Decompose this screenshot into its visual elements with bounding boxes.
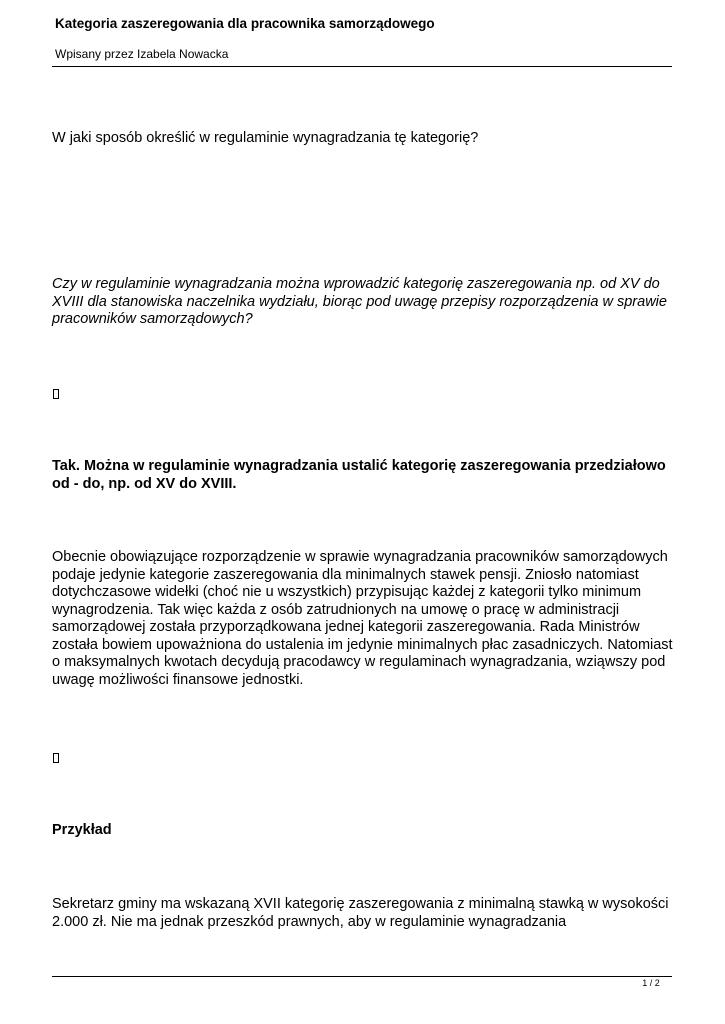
author-line: Wpisany przez Izabela Nowacka (55, 47, 229, 61)
missing-glyph-icon (53, 753, 59, 763)
paragraph-2: Sekretarz gminy ma wskazaną XVII kategorię zaszeregowania z minimalną stawką w wysokości 2.000 zł. Nie ma jednak przeszkód prawnych, aby w regulaminie wynagradzania (52, 896, 669, 930)
page-number: 1 / 2 (642, 978, 660, 988)
answer-lead: Tak. Można w regulaminie wynagradzania ustalić kategorię zaszeregowania przedziałowo od - do, np. od XV do XVIII. (52, 458, 666, 492)
question-1: W jaki sposób określić w regulaminie wynagradzania tę kategorię? (52, 130, 479, 146)
page-title: Kategoria zaszeregowania dla pracownika samorządowego (55, 16, 435, 31)
footer-divider (52, 976, 672, 977)
paragraph-1: Obecnie obowiązujące rozporządzenie w sprawie wynagradzania pracowników samorządowych podaje jedynie kategorie zaszeregowania dla minimalnych stawek pensji. Zniosło natomiast dotychczasowe widełki (choć nie u wszystkich) przypisując każdej z kategorii tylko minimum wynagrodzenia. Tak więc każda z osób zatrudnionych na umowę o pracę w administracji samorządowej została przyporządkowana jednej kategorii zaszeregowania. Rada Ministrów została bowiem upoważniona do ustalenia im jedynie minimalnych płac zasadniczych. Natomiast o maksymalnych kwotach decydują pracodawcy w regulaminach wynagradzania, wziąwszy pod uwagę możliwości finansowe jednostki. (52, 549, 673, 688)
header-divider (52, 66, 672, 67)
missing-glyph-icon (53, 389, 59, 399)
example-heading: Przykład (52, 822, 112, 838)
question-2: Czy w regulaminie wynagradzania można wprowadzić kategorię zaszeregowania np. od XV do XVIII dla stanowiska naczelnika wydziału, biorąc pod uwagę przepisy rozporządzenia w sprawie pracowników samorządowych? (52, 276, 667, 327)
